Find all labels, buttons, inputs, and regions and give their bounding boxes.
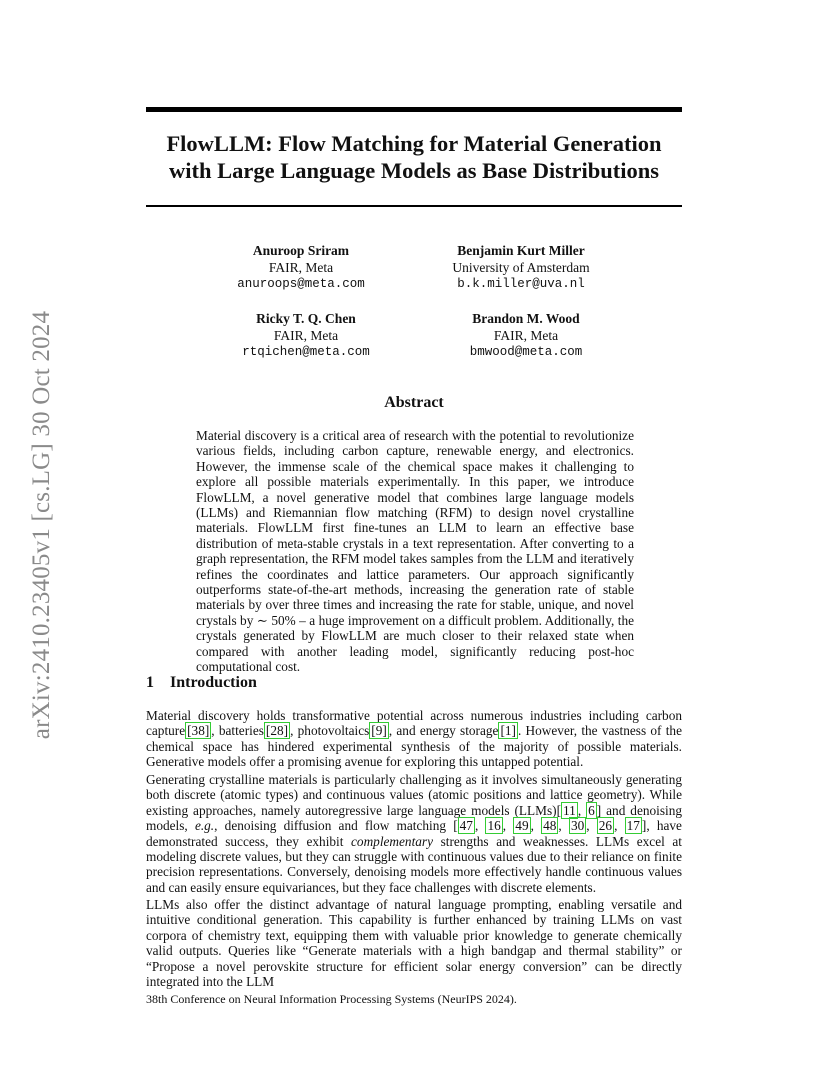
citation-link[interactable]: 6 (588, 802, 595, 818)
text-run-italic: e.g. (194, 818, 215, 834)
text-run: , batteries (211, 723, 264, 739)
intro-paragraph-3: LLMs also offer the distinct advantage of natural language prompting, enabling versatile and intuitive conditional generation. This capability is further enhanced by training LLMs on vast corpora of chemistry text, equipping them with valuable prior knowledge to generate chemically valid outputs. Queries like “Generate materials with a high bandgap and thermal stability” or “Propose a novel perovskite structure for efficient solar energy conversion” can be directly integrated into the LLM (146, 897, 682, 990)
author-name: Anuroop Sriram (252, 243, 350, 258)
arxiv-stamp (22, 290, 62, 760)
author-affiliation: FAIR, Meta (493, 327, 559, 343)
author-affiliation: University of Amsterdam (452, 259, 590, 275)
intro-paragraph-1 (146, 708, 682, 770)
author-name: Ricky T. Q. Chen (256, 311, 356, 326)
author-email[interactable]: anuroops@meta.com (237, 277, 365, 291)
text-run: . However, the vastness of the chemical space has hindered experimental synthesis of the majority of possible materials. Generative models offer a promising avenue for exploring this untapped potential. (146, 723, 682, 770)
text-run: , denoising diffusion and flow matching [ (214, 818, 458, 834)
text-run: Generating crystalline materials is particularly challenging as it involves simultaneously generating both discrete (atomic types) and continuous values (atomic positions and lattice geometry). While existing approaches, namely autoregressive large language models (LLMs)[ (146, 772, 682, 818)
author-affiliation: FAIR, Meta (273, 327, 339, 343)
text-run: , (577, 802, 587, 818)
abstract-heading: Abstract (384, 394, 444, 411)
section-title: Introduction (170, 674, 257, 691)
text-run: ], have demonstrated success, they exhibit (146, 818, 682, 849)
author-block-4 (396, 311, 656, 361)
author-name: Benjamin Kurt Miller (457, 243, 585, 258)
citation-link[interactable]: 26 (598, 818, 613, 834)
citation-link[interactable]: 11 (563, 802, 576, 818)
citation-link[interactable]: 47 (459, 818, 473, 834)
author-name: Brandon M. Wood (472, 311, 580, 326)
arxiv-stamp-text: arXiv:2410.23405v1 [cs.LG] 30 Oct 2024 (28, 310, 55, 740)
conference-footer: 38th Conference on Neural Information Processing Systems (NeurIPS 2024). (146, 992, 517, 1006)
citation-link[interactable]: 17 (626, 818, 640, 834)
text-run: Material discovery holds transformative potential across numerous industries including carbon capture (146, 708, 682, 739)
title-rule-top (146, 107, 682, 112)
citation-link[interactable]: 48 (543, 818, 557, 834)
text-run-italic: complementary (351, 833, 433, 849)
text-run: , photovoltaics (290, 723, 370, 739)
citation-link[interactable]: [9] (371, 723, 387, 739)
intro-paragraph-2: Generating crystalline materials is particularly challenging as it involves simultaneously generating both discrete (atomic types) and continuous values (atomic positions and lattice geometry). While existing approaches, namely autoregressive large language models (LLMs)[ 11 , 6 ] and denoising models, e.g., denoising diffusion and flow matching [ 47 , 16 , 49 , 48 , 30 , 26 , 17 ], have demonstrated success, they exhibit complementary strengths and weaknesses. LLMs excel at modeling discrete values, but they can struggle with continuous values due to their reliance on finite precision representations. Conversely, denoising models more effectively handle continuous values and can easily ensure equivariances, but they face challenges with discrete elements. (146, 772, 683, 895)
paper-title (146, 130, 682, 184)
section-number: 1 (146, 674, 154, 691)
title-line-2: with Large Language Models as Base Distributions (168, 158, 660, 183)
citation-link[interactable]: 49 (515, 818, 529, 834)
section-heading (146, 674, 257, 692)
abstract-text: Material discovery is a critical area of research with the potential to revolutionize various fields, including carbon capture, renewable energy, and electronics. However, the immense scale of the chemical space makes it challenging to explore all possible materials experimentally. In this paper, we introduce FlowLLM, a novel generative model that combines large language models (LLMs) and Riemannian flow matching (RFM) to design novel crystalline materials. FlowLLM first fine-tunes an LLM to learn an effective base distribution of meta-stable crystals in a text representation. After converting to a graph representation, the RFM model takes samples from the LLM and iteratively refines the coordinates and lattice parameters. Our approach significantly outperforms state-of-the-art methods, increasing the generation rate of stable materials by over three times and increasing the rate for stable, unique, and novel crystals by ∼ 50% – a huge improvement on a difficult problem. Additionally, the crystals generated by FlowLLM are much closer to their relaxed state when compared with another leading model, significantly reducing post-hoc computational cost. (196, 428, 634, 675)
text-run: strengths and weaknesses. LLMs excel at modeling discrete values, but they can struggle with continuous values due to their reliance on finite precision representations. Conversely, denoising models more effectively handle continuous values and can easily ensure equivariances, but they face challenges with discrete elements. (146, 833, 682, 895)
citation-link[interactable]: 16 (487, 818, 501, 834)
citation-link[interactable]: [28] (265, 723, 289, 739)
citation-link[interactable]: [1] (500, 723, 516, 739)
title-rule-bottom (146, 205, 682, 207)
text-run: ] and denoising models, (146, 802, 683, 834)
text-run: , and energy storage (388, 723, 499, 739)
author-affiliation: FAIR, Meta (268, 259, 334, 275)
author-email[interactable]: bmwood@meta.com (469, 345, 583, 359)
author-email[interactable]: b.k.miller@uva.nl (457, 277, 585, 291)
author-email[interactable]: rtqichen@meta.com (242, 345, 370, 359)
citation-link[interactable]: 30 (570, 818, 585, 834)
citation-link[interactable]: [38] (187, 723, 210, 739)
title-line-1: FlowLLM: Flow Matching for Material Generation (166, 131, 662, 156)
author-block-2 (391, 243, 651, 293)
